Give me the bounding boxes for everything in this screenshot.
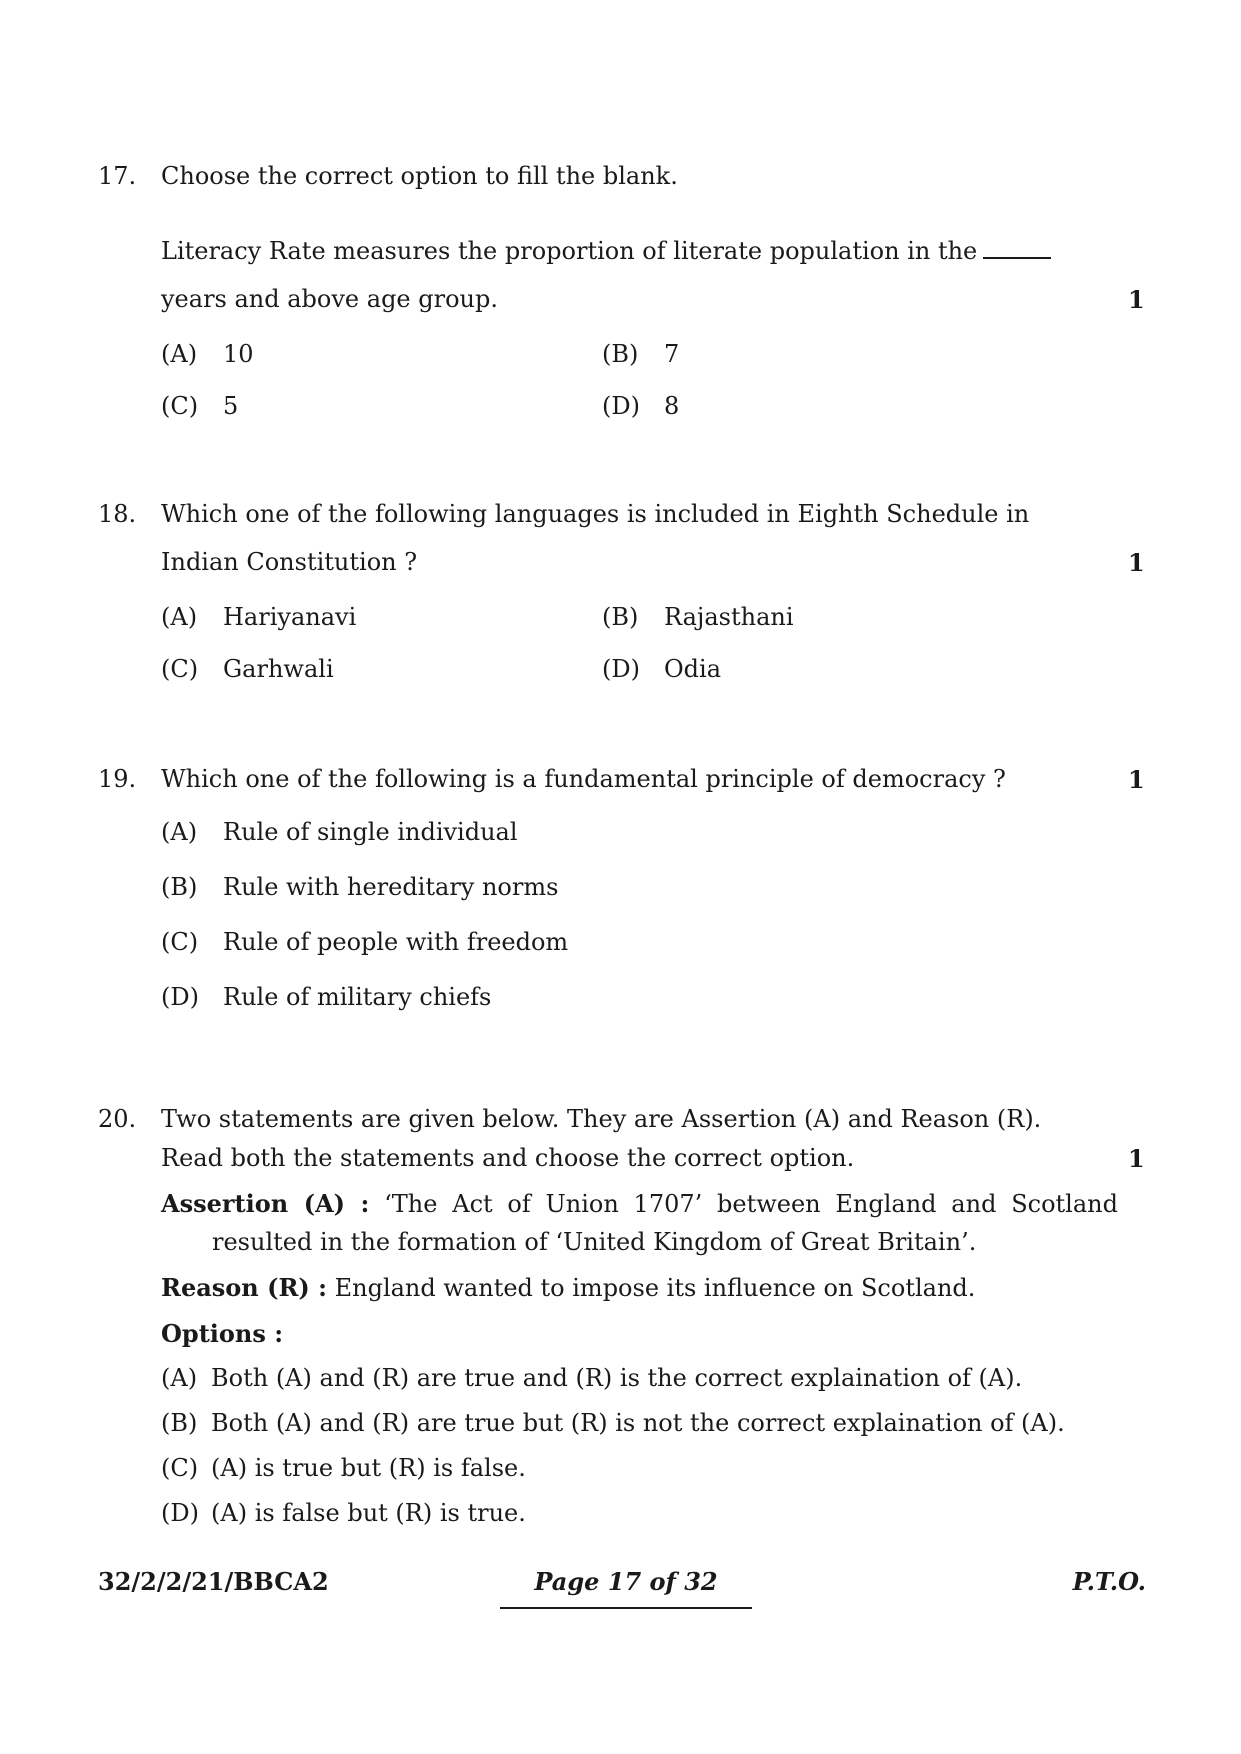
reason: [161, 1273, 975, 1302]
marks: 1: [1128, 285, 1145, 314]
question-stem: Choose the correct option to fill the blank.: [161, 162, 678, 190]
option-a: (A) Both (A) and (R) are true and (R) is the correct explaination of (A).: [161, 1364, 1023, 1392]
marks: 1: [1128, 765, 1145, 794]
page-number-underline: [500, 1607, 752, 1609]
question-number: 17.: [98, 162, 137, 190]
pto-label: P.T.O.: [1072, 1567, 1146, 1596]
reason-label: Reason (R) :: [161, 1273, 327, 1302]
option-a: (A) Rule of single individual: [161, 818, 518, 846]
option-b: (B) Rule with hereditary norms: [161, 873, 559, 901]
options-heading: Options :: [161, 1319, 284, 1348]
option-b: (B) Both (A) and (R) are true but (R) is not the correct explaination of (A).: [161, 1409, 1065, 1437]
question-number: 20.: [98, 1105, 137, 1133]
reason-text: England wanted to impose its influence on Scotland.: [334, 1274, 976, 1302]
option-d: (D) (A) is false but (R) is true.: [161, 1499, 526, 1527]
question-stem: Which one of the following is a fundamental principle of democracy ?: [161, 765, 1006, 793]
option-b: (B) Rajasthani: [602, 603, 794, 631]
assertion-text-continued: resulted in the formation of ‘United Kingdom of Great Britain’.: [212, 1228, 977, 1256]
question-stem: [161, 237, 1051, 265]
option-a: (A) 10: [161, 340, 254, 368]
question-number: 19.: [98, 765, 137, 793]
paper-code: 32/2/2/21/BBCA2: [98, 1567, 329, 1596]
question-number: 18.: [98, 500, 137, 528]
question-stem: Which one of the following languages is included in Eighth Schedule in: [161, 500, 1030, 528]
question-stem: years and above age group.: [161, 285, 498, 313]
question-stem-line: Literacy Rate measures the proportion of literate population in the: [161, 237, 978, 265]
assertion-label: Assertion (A) :: [161, 1189, 370, 1218]
question-stem: Two statements are given below. They are Assertion (A) and Reason (R).: [161, 1105, 1042, 1133]
option-c: (C) (A) is true but (R) is false.: [161, 1454, 526, 1482]
option-d: (D) Odia: [602, 655, 722, 683]
fill-blank: [983, 237, 1051, 259]
option-c: (C) Garhwali: [161, 655, 334, 683]
page-number: Page 17 of 32: [534, 1567, 718, 1596]
question-stem: Indian Constitution ?: [161, 548, 418, 576]
option-d: (D) Rule of military chiefs: [161, 983, 492, 1011]
assertion-text: ‘The Act of Union 1707’ between England and Scotland: [384, 1190, 1118, 1218]
question-stem: Read both the statements and choose the correct option.: [161, 1144, 855, 1172]
option-a: (A) Hariyanavi: [161, 603, 357, 631]
option-b: (B) 7: [602, 340, 680, 368]
option-c: (C) 5: [161, 392, 239, 420]
assertion: [161, 1189, 1118, 1218]
marks: 1: [1128, 548, 1145, 577]
option-c: (C) Rule of people with freedom: [161, 928, 569, 956]
option-d: (D) 8: [602, 392, 680, 420]
marks: 1: [1128, 1144, 1145, 1173]
